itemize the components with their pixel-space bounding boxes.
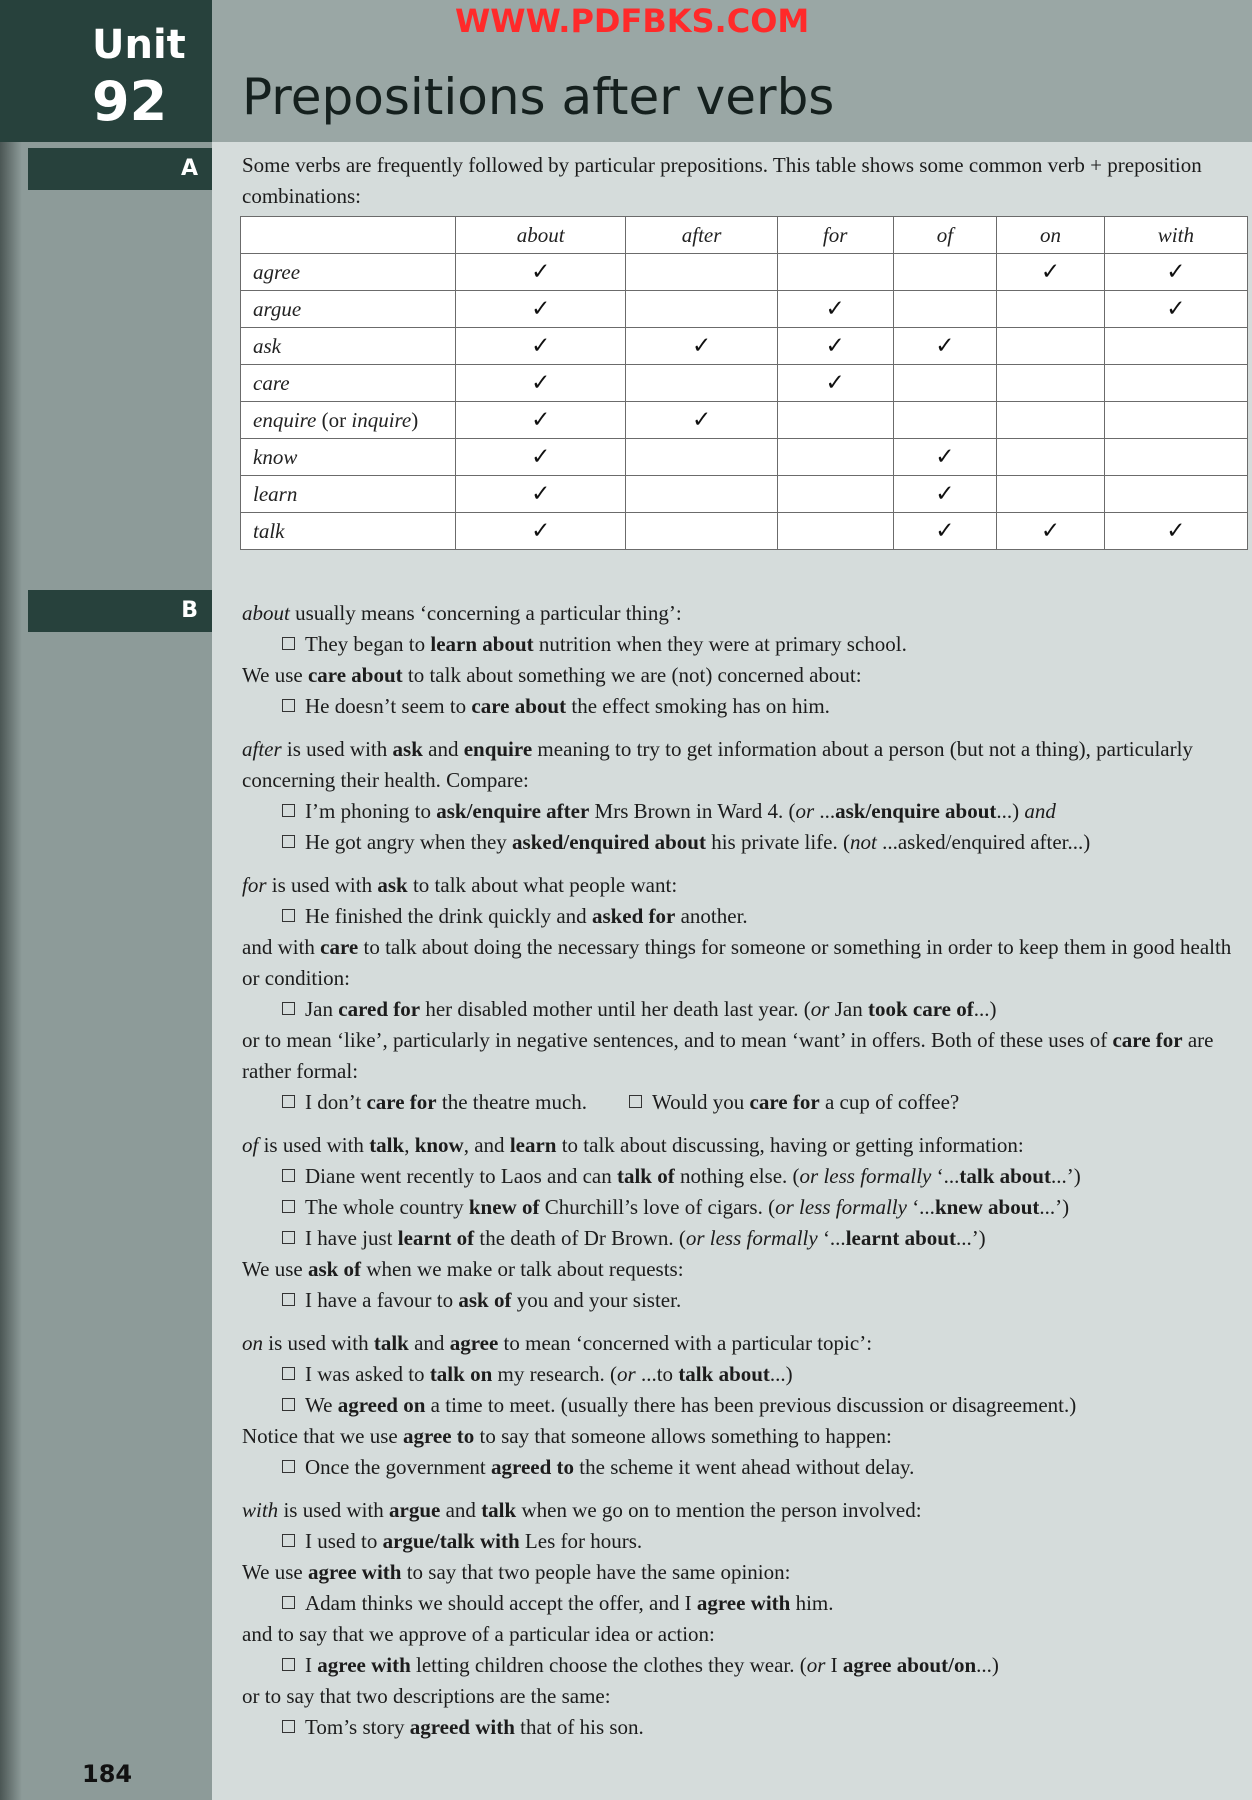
- empty-cell: [777, 439, 893, 476]
- example-sentence: He doesn’t seem to care about the effect smoking has on him.: [242, 691, 1247, 722]
- unit-label: Unit: [92, 22, 186, 68]
- explanation-paragraph: or to say that two descriptions are the same:: [242, 1684, 611, 1708]
- page-number: 184: [82, 1760, 133, 1788]
- check-mark-icon: ✓: [1104, 254, 1247, 291]
- empty-cell: [893, 254, 997, 291]
- verb-cell: know: [241, 439, 456, 476]
- explanation-paragraph: and with care to talk about doing the necessary things for someone or something in order to keep them in good health or condition:: [242, 935, 1232, 990]
- verb-cell: learn: [241, 476, 456, 513]
- example-box-icon: [282, 699, 295, 712]
- example-box-icon: [282, 1658, 295, 1671]
- column-header: on: [997, 217, 1105, 254]
- example-box-icon: [282, 835, 295, 848]
- empty-cell: [626, 439, 777, 476]
- check-mark-icon: ✓: [777, 328, 893, 365]
- empty-cell: [777, 254, 893, 291]
- empty-cell: [777, 513, 893, 550]
- table-row: [241, 365, 1248, 402]
- verb-cell: ask: [241, 328, 456, 365]
- explanation-paragraph: after is used with ask and enquire meaning to try to get information about a person (but not a thing), particularly concerning their health. Compare:: [242, 737, 1193, 792]
- column-header: about: [456, 217, 626, 254]
- explanation-paragraph: We use care about to talk about something we are (not) concerned about:: [242, 663, 862, 687]
- column-header: after: [626, 217, 777, 254]
- spacer: [242, 1118, 1247, 1130]
- empty-cell: [997, 291, 1105, 328]
- check-mark-icon: ✓: [456, 476, 626, 513]
- column-header: with: [1104, 217, 1247, 254]
- empty-cell: [1104, 476, 1247, 513]
- empty-cell: [997, 402, 1105, 439]
- verb-cell: talk: [241, 513, 456, 550]
- table-row: [241, 254, 1248, 291]
- check-mark-icon: ✓: [456, 439, 626, 476]
- section-a-tab: A: [28, 148, 212, 190]
- check-mark-icon: ✓: [456, 328, 626, 365]
- table-row: [241, 439, 1248, 476]
- table-row: [241, 402, 1248, 439]
- empty-cell: [997, 476, 1105, 513]
- example-box-icon: [282, 637, 295, 650]
- example-sentence: I have just learnt of the death of Dr Brown. (or less formally ‘...learnt about...’): [242, 1223, 1247, 1254]
- explanation-paragraph: for is used with ask to talk about what people want:: [242, 873, 678, 897]
- spacer: [242, 858, 1247, 870]
- verb-cell: agree: [241, 254, 456, 291]
- explanation-paragraph: on is used with talk and agree to mean ‘concerned with a particular topic’:: [242, 1331, 873, 1355]
- example-sentence: I used to argue/talk with Les for hours.: [242, 1526, 1247, 1557]
- empty-cell: [626, 365, 777, 402]
- example-box-icon: [282, 804, 295, 817]
- example-box-icon: [282, 1534, 295, 1547]
- explanation-paragraph: about usually means ‘concerning a particular thing’:: [242, 601, 682, 625]
- example-sentence: Tom’s story agreed with that of his son.: [242, 1712, 1247, 1743]
- section-b-tab: B: [28, 590, 212, 632]
- example-sentence: Jan cared for her disabled mother until her death last year. (or Jan took care of...): [242, 994, 1247, 1025]
- empty-cell: [893, 291, 997, 328]
- example-sentence: Once the government agreed to the scheme it went ahead without delay.: [242, 1452, 1247, 1483]
- check-mark-icon: ✓: [456, 402, 626, 439]
- empty-cell: [626, 476, 777, 513]
- section-a-intro: Some verbs are frequently followed by particular prepositions. This table shows some common verb + preposition combinations:: [242, 153, 1202, 208]
- spacer: [242, 1316, 1247, 1328]
- table-row: [241, 291, 1248, 328]
- check-mark-icon: ✓: [626, 402, 777, 439]
- explanation-paragraph: with is used with argue and talk when we go on to mention the person involved:: [242, 1498, 922, 1522]
- spacer: [242, 1483, 1247, 1495]
- column-header: for: [777, 217, 893, 254]
- left-margin-column: [0, 0, 212, 1800]
- empty-cell: [1104, 328, 1247, 365]
- column-header: [241, 217, 456, 254]
- example-box-icon: [282, 1231, 295, 1244]
- example-sentence: I don’t care for the theatre much. Would you care for a cup of coffee?: [242, 1087, 1247, 1118]
- example-sentence: He finished the drink quickly and asked for another.: [242, 901, 1247, 932]
- example-sentence: I agree with letting children choose the clothes they wear. (or I agree about/on...): [242, 1650, 1247, 1681]
- example-box-icon: [282, 1720, 295, 1733]
- example-box-icon: [282, 1460, 295, 1473]
- explanation-paragraph: or to mean ‘like’, particularly in negative sentences, and to mean ‘want’ in offers. Both of these uses of care for are rather formal:: [242, 1028, 1214, 1083]
- empty-cell: [1104, 402, 1247, 439]
- empty-cell: [1104, 365, 1247, 402]
- explanation-paragraph: We use agree with to say that two people have the same opinion:: [242, 1560, 791, 1584]
- example-sentence: He got angry when they asked/enquired about his private life. (not ...asked/enquired after...): [242, 827, 1247, 858]
- check-mark-icon: ✓: [893, 439, 997, 476]
- explanation-paragraph: Notice that we use agree to to say that someone allows something to happen:: [242, 1424, 892, 1448]
- check-mark-icon: ✓: [1104, 513, 1247, 550]
- empty-cell: [626, 254, 777, 291]
- table-header-row: [241, 217, 1248, 254]
- empty-cell: [893, 365, 997, 402]
- example-box-icon: [282, 1596, 295, 1609]
- page-title: Prepositions after verbs: [242, 68, 835, 126]
- example-sentence: I have a favour to ask of you and your sister.: [242, 1285, 1247, 1316]
- example-sentence: I’m phoning to ask/enquire after Mrs Brown in Ward 4. (or ...ask/enquire about...) and: [242, 796, 1247, 827]
- explanation-paragraph: We use ask of when we make or talk about requests:: [242, 1257, 684, 1281]
- empty-cell: [1104, 439, 1247, 476]
- verb-cell: care: [241, 365, 456, 402]
- example-box-icon: [282, 1398, 295, 1411]
- check-mark-icon: ✓: [626, 328, 777, 365]
- example-sentence: Adam thinks we should accept the offer, and I agree with him.: [242, 1588, 1247, 1619]
- table-row: [241, 328, 1248, 365]
- check-mark-icon: ✓: [456, 365, 626, 402]
- check-mark-icon: ✓: [997, 254, 1105, 291]
- check-mark-icon: ✓: [1104, 291, 1247, 328]
- empty-cell: [777, 402, 893, 439]
- empty-cell: [997, 439, 1105, 476]
- example-box-icon: [282, 1002, 295, 1015]
- verb-cell: enquire (or inquire): [241, 402, 456, 439]
- table-body: [241, 254, 1248, 550]
- example-box-icon: [282, 909, 295, 922]
- example-box-icon: [282, 1169, 295, 1182]
- check-mark-icon: ✓: [777, 291, 893, 328]
- example-box-icon: [282, 1367, 295, 1380]
- watermark: WWW.PDFBKS.COM: [455, 2, 810, 40]
- check-mark-icon: ✓: [893, 513, 997, 550]
- example-sentence: They began to learn about nutrition when they were at primary school.: [242, 629, 1247, 660]
- check-mark-icon: ✓: [456, 513, 626, 550]
- example-box-icon: [282, 1200, 295, 1213]
- verb-preposition-table: [240, 216, 1248, 550]
- example-sentence: The whole country knew of Churchill’s love of cigars. (or less formally ‘...knew about...’): [242, 1192, 1247, 1223]
- empty-cell: [997, 328, 1105, 365]
- check-mark-icon: ✓: [456, 291, 626, 328]
- unit-badge: [0, 0, 212, 142]
- table-row: [241, 513, 1248, 550]
- explanation-paragraph: of is used with talk, know, and learn to talk about discussing, having or getting information:: [242, 1133, 1024, 1157]
- empty-cell: [893, 402, 997, 439]
- spacer: [242, 722, 1247, 734]
- check-mark-icon: ✓: [893, 476, 997, 513]
- empty-cell: [626, 291, 777, 328]
- column-header: of: [893, 217, 997, 254]
- empty-cell: [777, 476, 893, 513]
- check-mark-icon: ✓: [777, 365, 893, 402]
- check-mark-icon: ✓: [456, 254, 626, 291]
- example-sentence: I was asked to talk on my research. (or ...to talk about...): [242, 1359, 1247, 1390]
- check-mark-icon: ✓: [893, 328, 997, 365]
- empty-cell: [997, 365, 1105, 402]
- empty-cell: [626, 513, 777, 550]
- example-sentence: We agreed on a time to meet. (usually there has been previous discussion or disagreement.): [242, 1390, 1247, 1421]
- example-box-icon: [282, 1293, 295, 1306]
- table-row: [241, 476, 1248, 513]
- example-box-icon: [282, 1095, 295, 1108]
- explanation-paragraph: and to say that we approve of a particular idea or action:: [242, 1622, 715, 1646]
- example-sentence: Diane went recently to Laos and can talk of nothing else. (or less formally ‘...talk about...’): [242, 1161, 1247, 1192]
- verb-cell: argue: [241, 291, 456, 328]
- unit-number: 92: [92, 70, 168, 133]
- check-mark-icon: ✓: [997, 513, 1105, 550]
- section-b-body: [242, 598, 1247, 1743]
